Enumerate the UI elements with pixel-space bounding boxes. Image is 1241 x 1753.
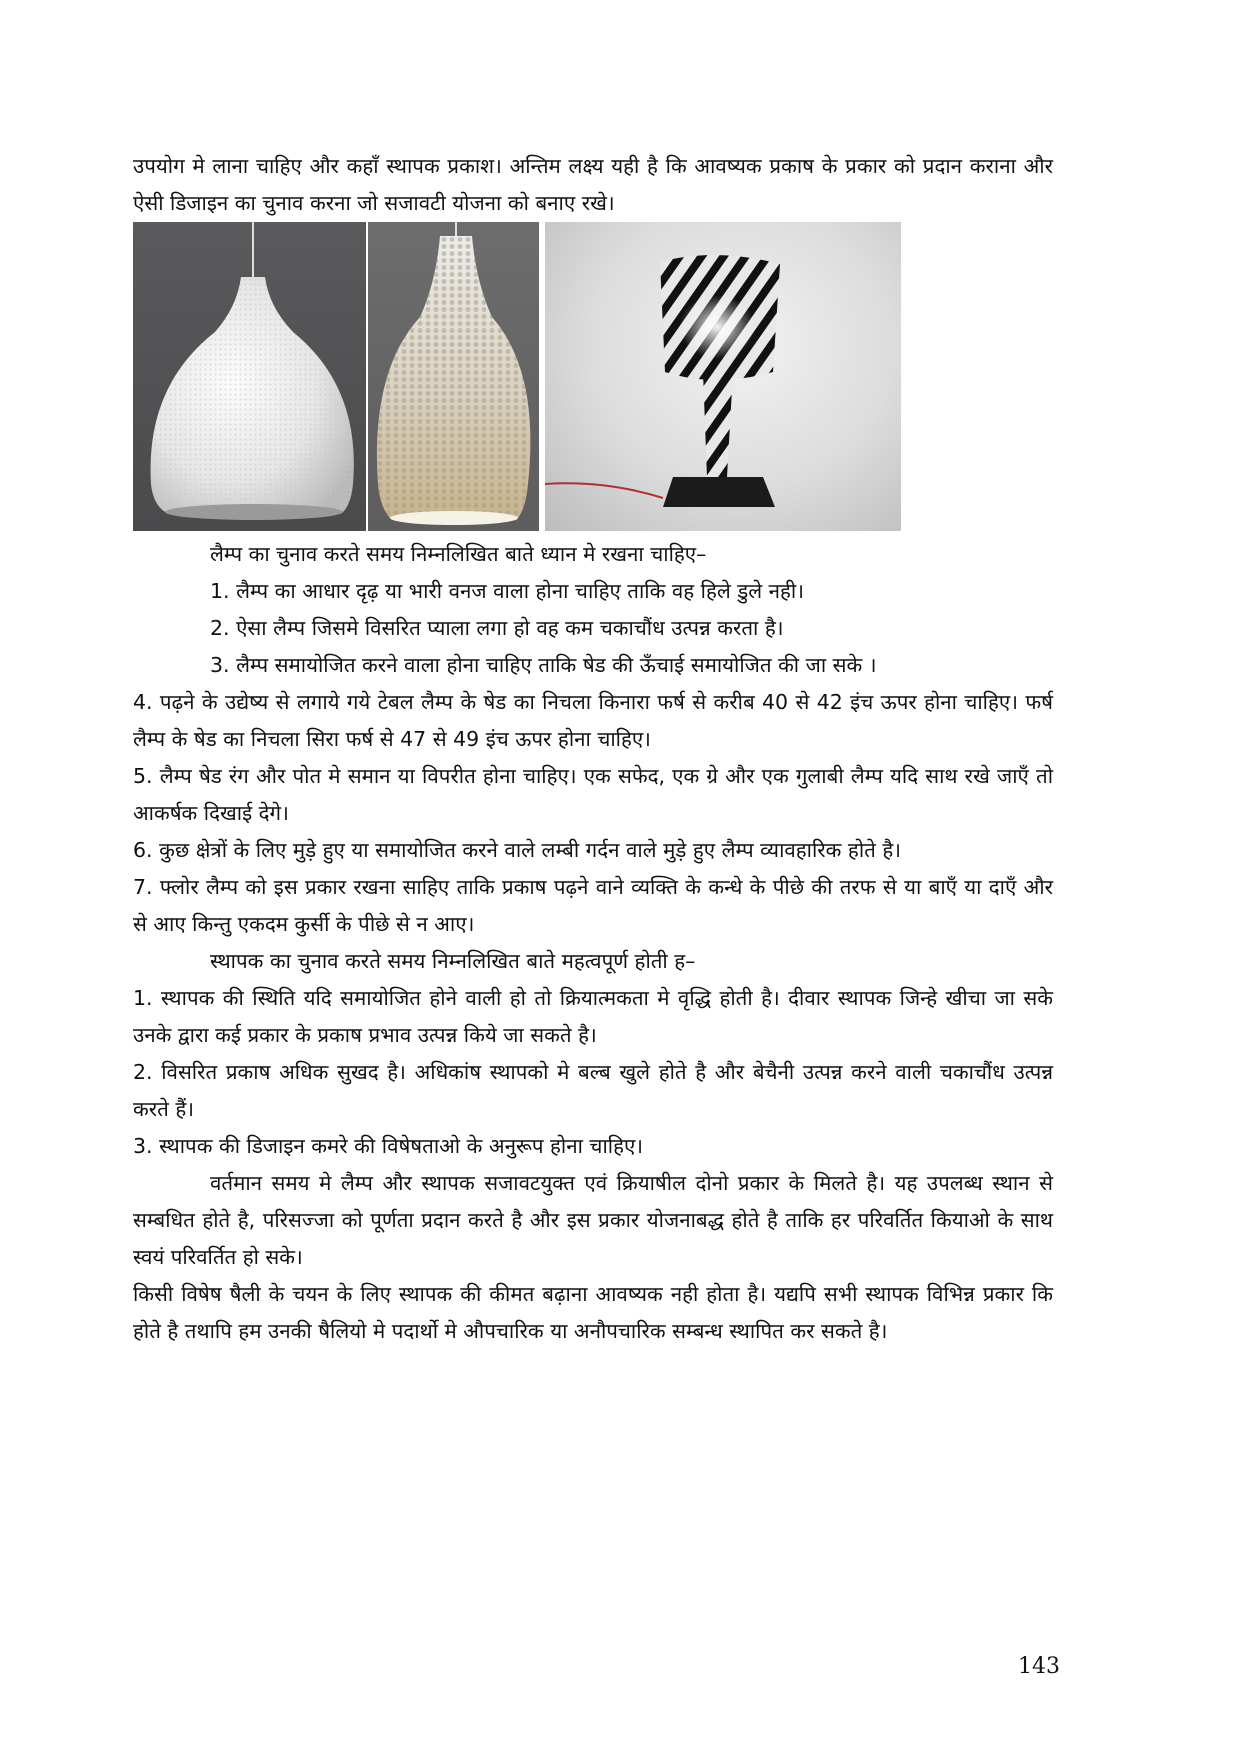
lamp-intro: लैम्प का चुनाव करते समय निम्नलिखित बाते ध्यान मे रखना चाहिए– xyxy=(210,542,707,566)
striped-table-lamp-photo xyxy=(545,222,901,531)
lamp-item-4: 4. पढ़ने के उद्येष्य से लगाये गये टेबल लैम्प के षेड का निचला किनारा फर्ष से करीब 40 से 42 इंच ऊपर होना चाहिए। फर्ष लैम्प के षेड का निचला सिरा फर्ष से 47 से 49 इंच ऊपर होना चाहिए। xyxy=(133,690,1053,751)
closing-paragraph-1: वर्तमान समय मे लैम्प और स्थापक सजावटयुक्त एवं क्रियाषील दोनो प्रकार के मिलते है। यह उपलब्ध स्थान से सम्बधित होते है, परिसज्जा को पूर्णता प्रदान करते है और इस प्रकार योजनाबद्ध होते है ताकि हर परिवर्तित कियाओ के साथ स्वयं परिवर्तित हो सके। xyxy=(133,1171,1053,1269)
lamp-item-7: 7. फ्लोर लैम्प को इस प्रकार रखना साहिए ताकि प्रकाष पढ़ने वाने व्यक्ति के कन्धे के पीछे की तरफ से या बाएँ या दाएँ और से आए किन्तु एकदम कुर्सी के पीछे से न आए। xyxy=(133,875,1053,936)
lamp-item-5: 5. लैम्प षेड रंग और पोत मे समान या विपरीत होना चाहिए। एक सफेद, एक ग्रे और एक गुलाबी लैम्प यदि साथ रखे जाएँ तो आकर्षक दिखाई देगे। xyxy=(133,764,1053,825)
lamp-item-6: 6. कुछ क्षेत्रों के लिए मुड़े हुए या समायोजित करने वाले लम्बी गर्दन वाले मुड़े हुए लैम्प व्यावहारिक होते है। xyxy=(133,838,901,862)
textured-pendant-lamp-photo xyxy=(368,222,539,531)
fixture-item-1: 1. स्थापक की स्थिति यदि समायोजित होने वाली हो तो क्रियात्मकता मे वृद्धि होती है। दीवार स्थापक जिन्हे खीचा जा सके उनके द्वारा कई प्रकार के प्रकाष प्रभाव उत्पन्न किये जा सकते है। xyxy=(133,986,1053,1047)
page-body xyxy=(133,148,1053,1350)
page-number: 143 xyxy=(1018,1654,1060,1679)
lamp-item-2: 2. ऐसा लैम्प जिसमे विसरित प्याला लगा हो वह कम चकाचौंध उत्पन्न करता है। xyxy=(210,616,784,640)
closing-paragraph-2: किसी विषेष षैली के चयन के लिए स्थापक की कीमत बढ़ाना आवष्यक नही होता है। यद्यपि सभी स्थापक विभिन्न प्रकार कि होते है तथापि हम उनकी षैलियो मे पदार्थो मे औपचारिक या अनौपचारिक सम्बन्ध स्थापित कर सकते है। xyxy=(133,1282,1053,1343)
lamp-item-3: 3. लैम्प समायोजित करने वाला होना चाहिए ताकि षेड की ऊँचाई समायोजित की जा सके । xyxy=(210,653,877,677)
lamp-item-1: 1. लैम्प का आधार दृढ़ या भारी वनज वाला होना चाहिए ताकि वह हिले डुले नही। xyxy=(210,579,805,603)
fixture-item-3: 3. स्थापक की डिजाइन कमरे की विषेषताओ के अनुरूप होना चाहिए। xyxy=(133,1134,644,1158)
white-pendant-lamp-photo xyxy=(133,222,366,531)
paragraph-intro: उपयोग मे लाना चाहिए और कहाँ स्थापक प्रकाश। अन्तिम लक्ष्य यही है कि आवष्यक प्रकाष के प्रकार को प्रदान कराना और ऐसी डिजाइन का चुनाव करना जो सजावटी योजना को बनाए रखे। xyxy=(133,154,1053,215)
fixture-intro: स्थापक का चुनाव करते समय निम्नलिखित बाते महत्वपूर्ण होती ह– xyxy=(210,949,696,973)
lamp-photos xyxy=(133,222,1053,531)
fixture-item-2: 2. विसरित प्रकाष अधिक सुखद है। अधिकांष स्थापको मे बल्ब खुले होते है और बेचैनी उत्पन्न करने वाली चकाचौंध उत्पन्न करते हैं। xyxy=(133,1060,1053,1121)
